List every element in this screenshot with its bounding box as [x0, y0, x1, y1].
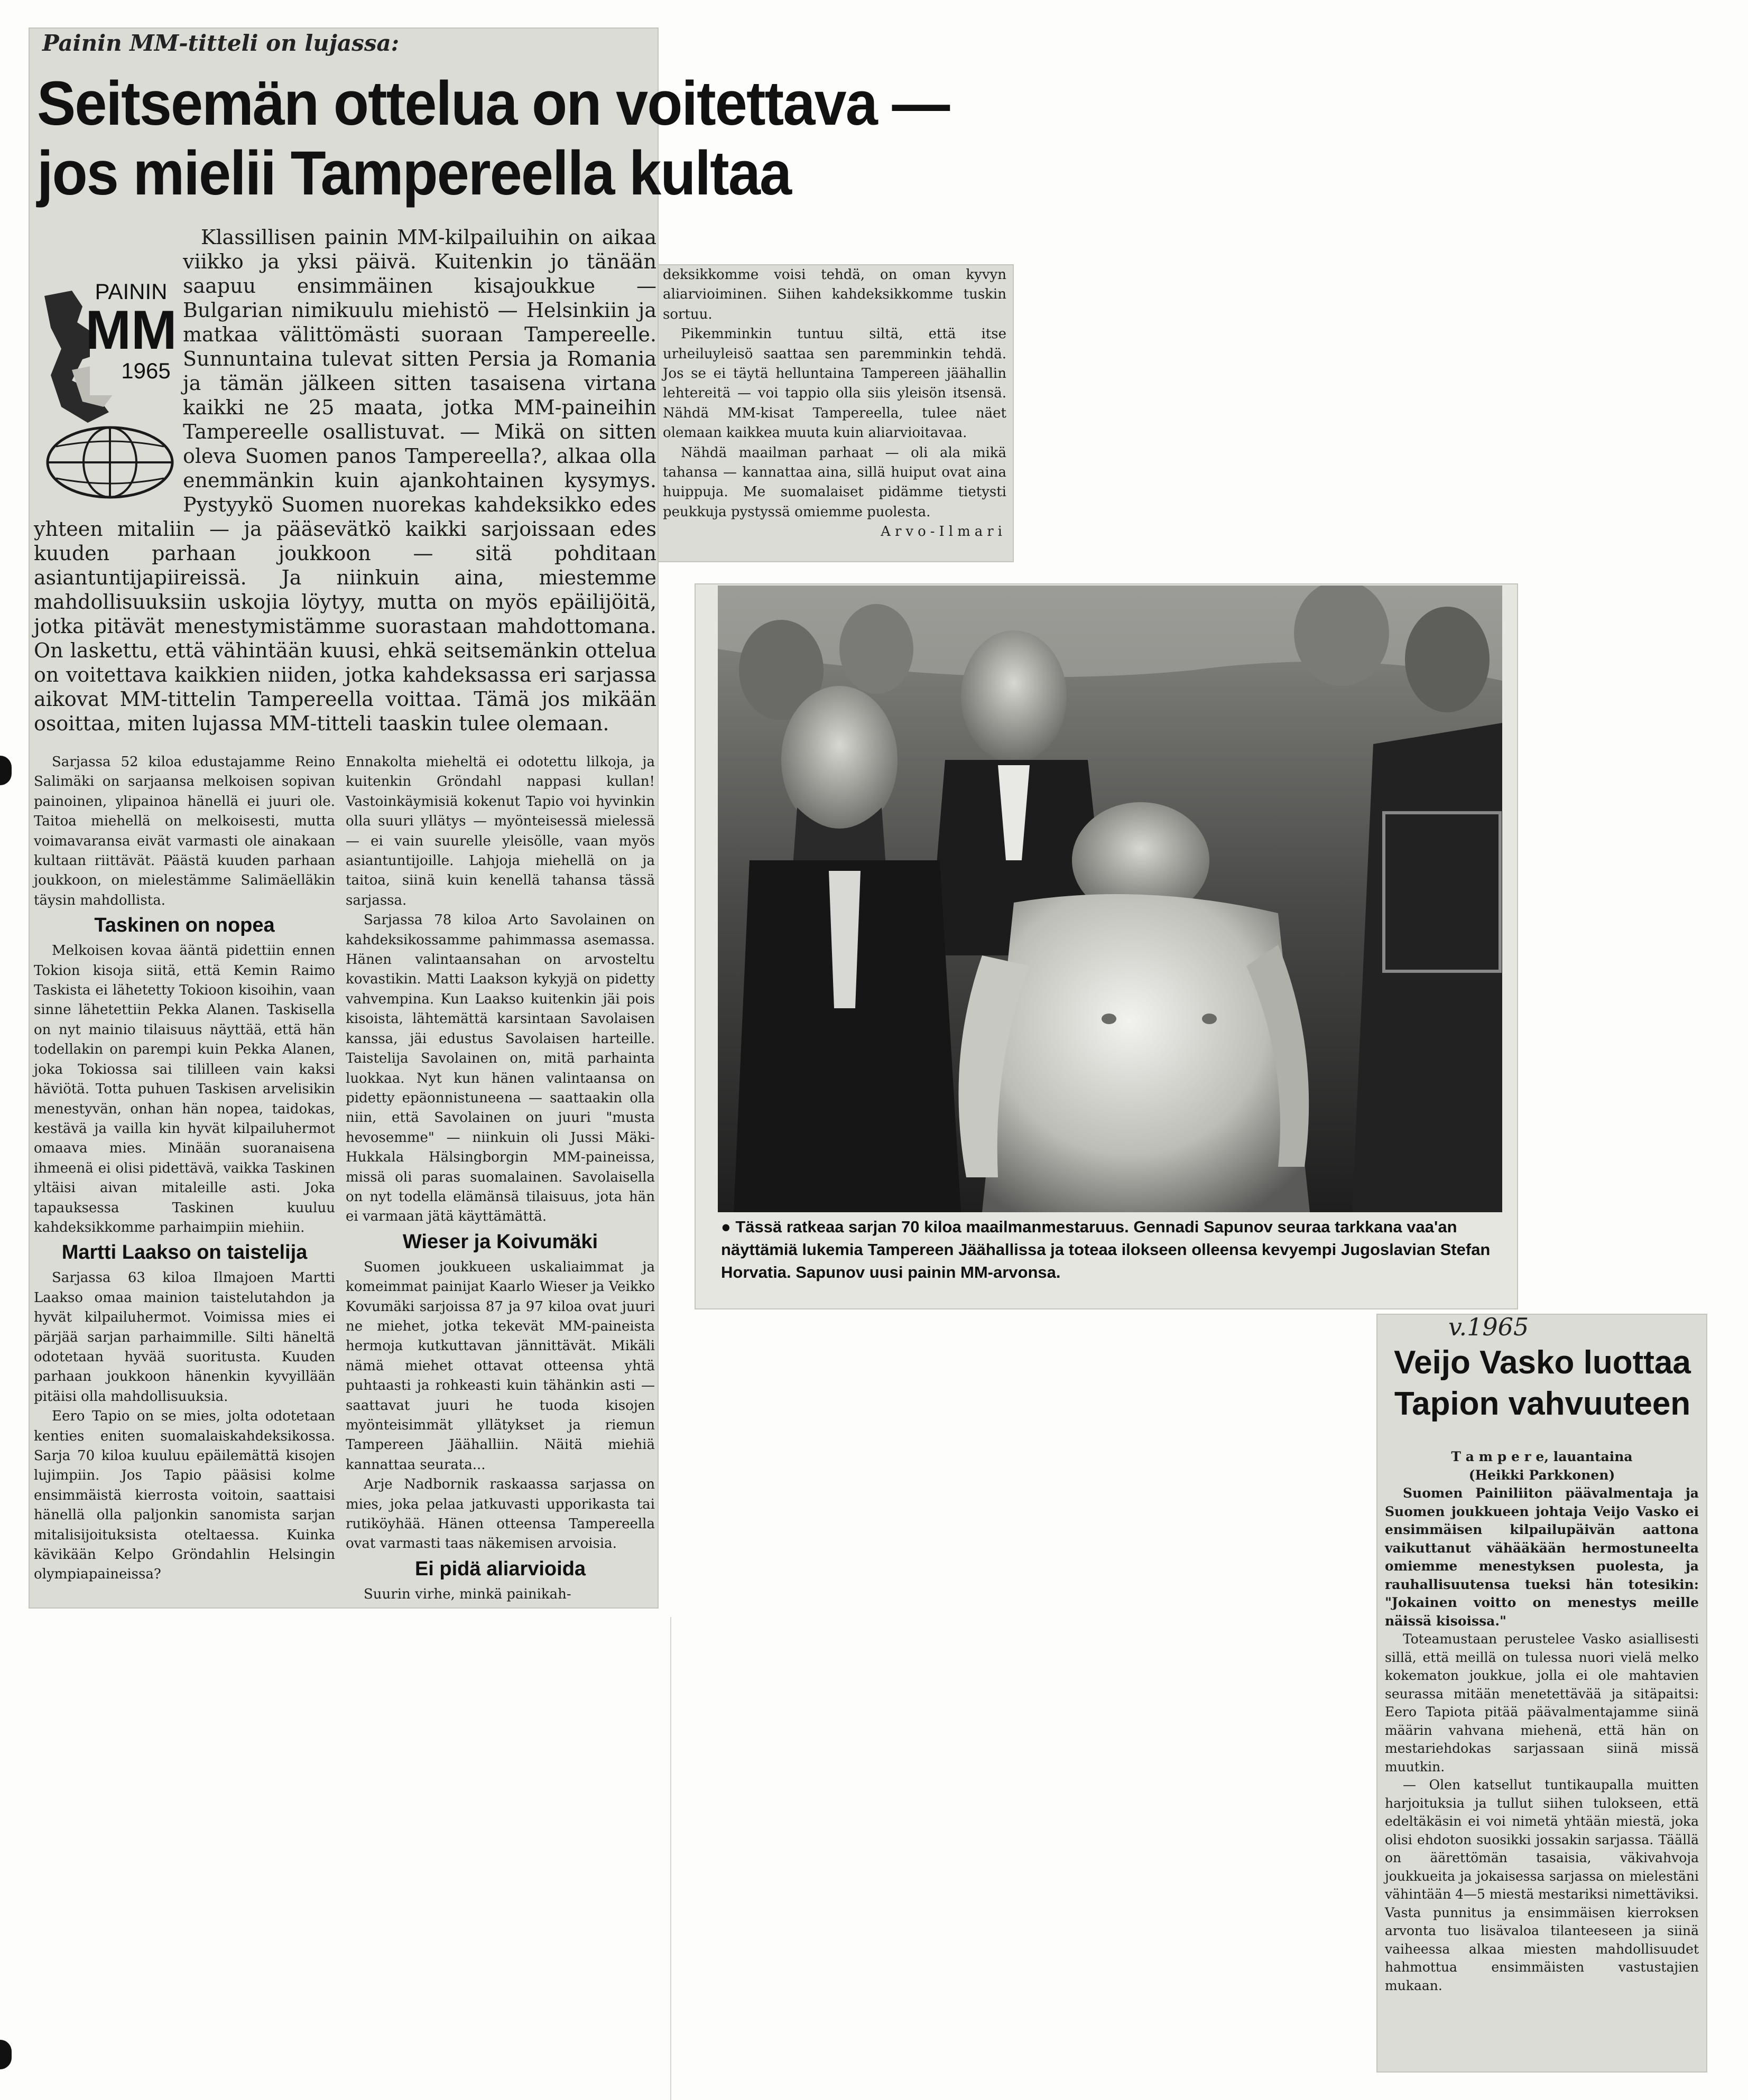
page-fold-line: [670, 1617, 671, 2100]
col1-paragraph-2: Melkoisen kovaa ääntä pidettiin ennen Tokion kisoja siitä, että Kemin Raimo Taskista ei lähetetty Tokioon kisoihin, vaan sinne lähetettiin Pekka Alanen. Taskisella on nyt mainio tilaisuus näyttää, että hän todellakin on parempi kuin Pekka Alanen, joka Tokiossa sai tililleen vain kaksi häviötä. Totta puhuen Taskisen arvelisikin menestyvän, onhan hän nopea, taidokas, kestävä ja vailla kin hyvät kilpailuhermot omaava mies. Minään suoranaisena ihmeenä ei olisi pidettävä, vaikka Taskinen yltäisi aivan mitaleille asti. Joka tapauksessa Taskinen kuuluu kahdeksikkomme parhaimpiin miehiin.: [34, 943, 335, 1235]
subheading-wieser-koivumaki: Wieser ja Koivumäki: [402, 1230, 598, 1253]
col2-paragraph-2: Sarjassa 78 kiloa Arto Savolainen on kahdeksikossamme pahimmassa asemassa. Hänen valintaansahan on arvosteltu kovastikin. Matti Laakson kykyjä on pidetty vahvempina. Kun Laakso kuitenkin jäi pois kisoista, lähtemättä karsintaan Savolaisen kanssa, jäi edustus Savolaisen harteille. Taistelija Savolainen on, mitä parhainta luokkaa. Nyt kun hänen valintaansa on pidetty epäonnistuneena — saattaakin olla niin, että Savolainen on juuri "musta hevosemme" — niinkuin oli Jussi Mäki-Hukkala Hälsingborgin MM-paineissa, missä oli paras suomalainen. Savolaisella on nyt todella elämänsä tilaisuus, jota hän ei varmaan jätä käyttämättä.: [346, 912, 655, 1225]
col1-paragraph-3: Sarjassa 63 kiloa Ilmajoen Martti Laakso omaa mainion taistelutahdon ja hyvät kilpailuhermot. Voimissa mies ei pärjää sarjan parhaimmille. Silti häneltä odotetaan hyvää suoritusta. Kuuden parhaan joukkoon hänenkin kyvyillään pitäisi olla mahdollisuuksia.: [34, 1270, 335, 1405]
binder-hole-mark-2: [0, 2040, 12, 2069]
column-1: [34, 752, 335, 1585]
side-author: (Heikki Parkkonen): [1468, 1467, 1615, 1483]
logo-letters: MM: [85, 300, 177, 361]
handwritten-date: v.1965: [1448, 1313, 1529, 1341]
col3-paragraph-2: Pikemminkin tuntuu siltä, että itse urheiluyleisö saattaa sen paremminkin tehdä. Jos se ei täytä helluntaina Tampereen jäähallin lehtereitä — voi tappio olla siis yleisön itsensä. Nähdä MM-kisat Tampereella, tulee näet olemaan kaikkea muuta kuin aliarvioitavaa.: [663, 326, 1006, 441]
column-3: [663, 265, 1006, 542]
col1-paragraph-1: Sarjassa 52 kiloa edustajamme Reino Salimäki on sarjaansa melkoisen sopivan painoinen, ylipainoa hänellä ei juuri ole. Taitoa miehellä on melkoisesti, mutta voimavaransa eivät varmasti ole ainakaan kultaan riittävät. Päästä kuuden parhaan joukkoon, on mielestämme Salimäelläkin täysin mahdollista.: [34, 754, 335, 908]
side-article-body: [1385, 1448, 1699, 1995]
photo-caption: ● Tässä ratkeaa sarjan 70 kiloa maailmanmestaruus. Gennadi Sapunov seuraa tarkkana vaa'an näyttämiä lukemia Tampereen Jäähallissa ja toteaa ilokseen olleensa kevyempi Jugoslavian Stefan Horvatia. Sapunov uusi painin MM-arvonsa.: [721, 1218, 1491, 1281]
col2-paragraph-1: Ennakolta mieheltä ei odotettu lilkoja, ja kuitenkin Gröndahl nappasi kullan! Vastoinkäymisiä kokenut Tapio voi hyvinkin olla suuri yllätys — myönteisessä mielessä — ei vain suurelle yleisölle, vaan myös asiantuntijoille. Lahjoja miehellä on ja taitoa, siinä kuin kenellä tahansa tässä sarjassa.: [346, 754, 655, 908]
subheading-ei-pida-aliarvioida: Ei pidä aliarvioida: [414, 1557, 586, 1580]
headline-line-2: jos mielii Tampereella kultaa: [37, 138, 791, 208]
side-dateline: T a m p e r e, lauantaina: [1451, 1449, 1633, 1464]
lead-paragraph: Klassillisen painin MM-kilpailuihin on aikaa viikko ja yksi päivä. Kuitenkin jo tänään saapuu ensimmäinen kisajoukkue — Bulgarian nimikuulu miehistö — Helsinkiin ja matkaa välittömästi suoraan Tampereelle. Sunnuntaina tulevat sitten Persia ja Romania ja tämän jälkeen sitten tasaisena virtana kaikki ne 25 maata, jotka MM-paineihin Tampereelle osallistuvat. — Mikä on sitten oleva Suomen panos Tampereella?, alkaa olla enemmänkin kuin ajankohtainen kysymys. Pystyykö Suomen nuorekas kahdeksikko edes yhteen mitaliin — ja pääsevätkö kaikki sarjoissaan edes kuuden parhaan joukkoon — sitä pohditaan asiantuntijapiireissä. Ja niinkuin aina, miestemme mahdollisuuksiin uskojia löytyy, mutta on myös epäilijöitä, jotka pitävät menestymistämme suorastaan mahdottomana. On laskettu, että vähintään kuusi, ehkä seitsemänkin ottelua on voitettava kaikkien niiden, jotka kahdeksassa eri sarjassa aikovat MM-tittelin Tampereella voittaa. Tämä jos mikään osoittaa, miten lujassa MM-titteli taaskin tulee olemaan.: [34, 226, 656, 735]
photo-image: [718, 586, 1502, 1212]
side-headline-line-1: Veijo Vasko luottaa: [1394, 1344, 1691, 1381]
col3-paragraph-1: deksikkomme voisi tehdä, on oman kyvyn aliarvioiminen. Siihen kahdeksikkomme tuskin sortuu.: [663, 267, 1006, 322]
article-headline: [37, 69, 949, 208]
col3-paragraph-3: Nähdä maailman parhaat — oli ala mikä tahansa — kannattaa aina, sillä huiput ovat aina huippuja. Me suomalaiset pidämme tietysti peukkuja pystyssä omiemme puolesta.: [663, 444, 1006, 520]
subheading-taskinen: Taskinen on nopea: [94, 914, 275, 937]
byline: Arvo-Ilmari: [881, 524, 1006, 540]
lead-paragraph-area: [34, 225, 656, 754]
side-paragraph-3: — Olen katsellut tuntikaupalla muitten harjoituksia ja tullut siihen tulokseen, että edeltäkäsin ei voi nimetä yhtään miestä, joka olisi ehdoton suosikki jossakin sarjassa. Täällä on äärettömän tasaisia, väkivahvoja joukkueita ja jokaisessa sarjassa on mielestäni vähintään 4—5 miestä mestariksi nimettäviksi. Vasta punnitus ja ensimmäisen kierroksen arvonta tuo lisävaloa tilanteeseen ja siinä vaiheessa alkaa miesten mahdollisuudet hahmottua ensimmäisten vastustajien mukaan.: [1385, 1777, 1699, 1993]
side-headline-line-2: Tapion vahvuuteen: [1394, 1386, 1691, 1422]
headline-line-1: Seitsemän ottelua on voitettava —: [37, 69, 949, 138]
logo-word: PAININ: [95, 279, 168, 304]
side-paragraph-1: Suomen Painiliiton päävalmentaja ja Suomen joukkueen johtaja Veijo Vasko ei ensimmäisen kilpailupäivän aattona vaikuttanut vähääkään hermostuneelta omiemme menestyksen puolesta, ja rauhallisuutensa tueksi hän totesikin: "Jokainen voitto on menestys meille näissä kisoissa.": [1385, 1485, 1699, 1629]
col1-paragraph-4: Eero Tapio on se mies, jolta odotetaan kenties eniten suomalaiskahdeksikossa. Sarja 70 kiloa kuuluu epäilemättä kisojen lujimpiin. Jos Tapio pääsisi kolme ensimmäistä kierrosta voitoin, saattaisi hänellä olla paljonkin sanomista sarjan mitalisijoituksista oteltaessa. Kuinka kävikään Kelpo Gröndahlin Helsingin olympiapaineissa?: [34, 1408, 335, 1583]
col2-paragraph-4: Arje Nadbornik raskaassa sarjassa on mies, joka pelaa jatkuvasti upporikasta tai rutiköyhää. Hänen otteensa Tampereella ovat varmasti taas näkemisen arvoisia.: [346, 1476, 655, 1552]
subheading-laakso: Martti Laakso on taistelija: [61, 1241, 308, 1264]
col2-paragraph-5: Suurin virhe, minkä painikah-: [364, 1586, 571, 1602]
binder-hole-mark-1: [0, 756, 12, 785]
logo-year: 1965: [121, 358, 171, 383]
side-article-headline: [1383, 1342, 1702, 1425]
article-kicker: Painin MM-titteli on lujassa:: [42, 30, 400, 56]
side-paragraph-2: Toteamustaan perustelee Vasko asiallisesti sillä, että meillä on tulessa nuori vielä melko kokematon joukkue, jolla ei ole mahtavien seurassa mitään menetettävää ja sitäpaitsi: Eero Tapiota pitää päävalmentajamme siinä määrin vahvana miehenä, että hän on mestariehdokas sarjassaan siinä missä muutkin.: [1385, 1631, 1699, 1774]
column-2: [346, 752, 655, 1604]
col2-paragraph-3: Suomen joukkueen uskaliaimmat ja komeimmat painijat Kaarlo Wieser ja Veikko Kovumäki sarjoissa 87 ja 97 kiloa ovat juuri ne miehet, jotka tekevät MM-paineista hermoja kutkuttavan jännittävät. Mikäli nämä miehet ottavat otteensa yhtä puhtaasti ja rohkeasti kuin tähänkin asti — saattavat juuri he tuoda kisojen myönteisimmät yllätykset ja riemun Tampereen Jäähalliin. Näitä miehiä kannattaa seurata...: [346, 1259, 655, 1473]
wrestler-weigh-in-photo: [718, 586, 1502, 1212]
